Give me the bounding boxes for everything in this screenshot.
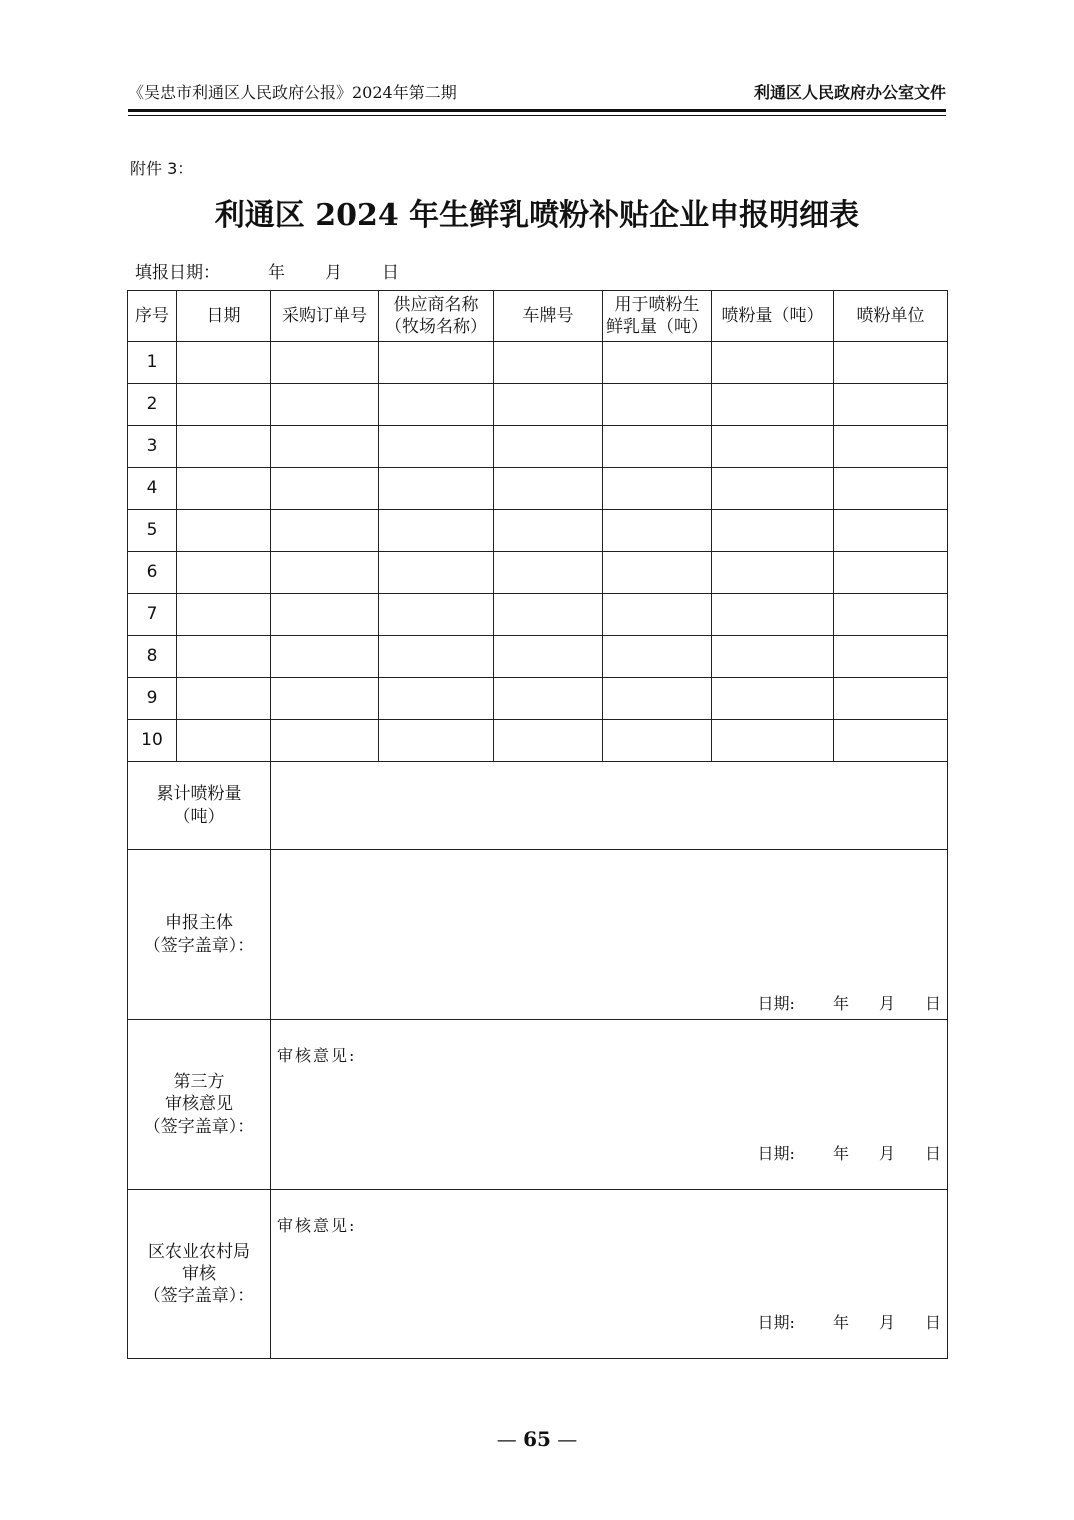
row-number: 7 [128, 594, 177, 636]
table-row [128, 384, 948, 426]
bureau-opinion-label: 审核意见: [277, 1216, 357, 1235]
table-cell[interactable] [177, 468, 271, 510]
table-cell[interactable] [379, 342, 494, 384]
total-label: 累计喷粉量 （吨） [128, 762, 271, 850]
bureau-label: 区农业农村局 审核 （签字盖章）： [128, 1190, 271, 1359]
table-cell[interactable] [177, 720, 271, 762]
column-header: 供应商名称 （牧场名称） [379, 291, 494, 342]
table-cell[interactable] [379, 636, 494, 678]
column-header: 序号 [128, 291, 177, 342]
bureau-row [128, 1190, 948, 1359]
column-header: 车牌号 [494, 291, 603, 342]
table-row [128, 510, 948, 552]
third-party-opinion-label: 审核意见: [277, 1046, 357, 1065]
column-header: 喷粉单位 [834, 291, 948, 342]
table-cell[interactable] [271, 720, 379, 762]
table-cell[interactable] [494, 678, 603, 720]
row-number: 6 [128, 552, 177, 594]
table-cell[interactable] [603, 384, 712, 426]
table-cell[interactable] [712, 426, 834, 468]
table-cell[interactable] [177, 552, 271, 594]
applicant-row [128, 850, 948, 1020]
table-cell[interactable] [177, 384, 271, 426]
bureau-date: 日期: 年 月 日 [757, 1313, 941, 1333]
bureau-opinion-cell[interactable] [271, 1190, 948, 1359]
table-row [128, 636, 948, 678]
header-rule-thick [128, 109, 946, 112]
row-number: 9 [128, 678, 177, 720]
table-cell[interactable] [271, 678, 379, 720]
table-cell[interactable] [379, 552, 494, 594]
table-cell[interactable] [712, 636, 834, 678]
row-number: 8 [128, 636, 177, 678]
table-cell[interactable] [379, 426, 494, 468]
table-cell[interactable] [712, 552, 834, 594]
publication-name: 《吴忠市利通区人民政府公报》2024年第二期 [128, 83, 457, 102]
table-cell[interactable] [834, 342, 948, 384]
table-cell[interactable] [494, 594, 603, 636]
table-cell[interactable] [603, 552, 712, 594]
row-number: 5 [128, 510, 177, 552]
table-cell[interactable] [271, 594, 379, 636]
table-cell[interactable] [712, 594, 834, 636]
table-cell[interactable] [177, 426, 271, 468]
fill-date-label: 填报日期： [135, 263, 220, 283]
table-cell[interactable] [271, 552, 379, 594]
table-cell[interactable] [271, 426, 379, 468]
table-cell[interactable] [379, 468, 494, 510]
table-cell[interactable] [834, 510, 948, 552]
applicant-label: 申报主体 （签字盖章）： [128, 850, 271, 1020]
table-cell[interactable] [177, 636, 271, 678]
table-row [128, 468, 948, 510]
third-party-opinion-cell[interactable] [271, 1020, 948, 1190]
table-cell[interactable] [494, 342, 603, 384]
table-cell[interactable] [834, 384, 948, 426]
third-party-row [128, 1020, 948, 1190]
table-row [128, 720, 948, 762]
page-number: — 65 — [496, 1427, 578, 1451]
table-cell[interactable] [834, 720, 948, 762]
applicant-date: 日期: 年 月 日 [757, 994, 941, 1014]
table-cell[interactable] [271, 636, 379, 678]
row-number: 3 [128, 426, 177, 468]
header-rule-thin [128, 115, 946, 116]
running-header [128, 80, 946, 106]
table-cell[interactable] [603, 426, 712, 468]
table-cell[interactable] [603, 594, 712, 636]
row-number: 10 [128, 720, 177, 762]
table-cell[interactable] [603, 636, 712, 678]
column-header: 喷粉量（吨） [712, 291, 834, 342]
table-row [128, 678, 948, 720]
table-cell[interactable] [834, 636, 948, 678]
table-cell[interactable] [603, 468, 712, 510]
table-cell[interactable] [379, 510, 494, 552]
table-cell[interactable] [494, 426, 603, 468]
fill-date-month: 月 [325, 263, 342, 283]
table-cell[interactable] [603, 342, 712, 384]
attachment-label: 附件 3： [130, 159, 194, 178]
table-cell[interactable] [834, 594, 948, 636]
third-party-date: 日期: 年 月 日 [757, 1144, 941, 1164]
table-cell[interactable] [834, 426, 948, 468]
table-cell[interactable] [712, 468, 834, 510]
total-value-cell[interactable] [271, 762, 948, 850]
table-row [128, 594, 948, 636]
fill-date-day: 日 [382, 263, 399, 283]
table-cell[interactable] [271, 468, 379, 510]
table-header-row [128, 291, 948, 342]
table-row [128, 342, 948, 384]
table-cell[interactable] [834, 552, 948, 594]
table-cell[interactable] [712, 678, 834, 720]
table-cell[interactable] [712, 342, 834, 384]
fill-date-line [135, 258, 399, 283]
applicant-sign-cell[interactable] [271, 850, 948, 1020]
table-cell[interactable] [603, 678, 712, 720]
table-cell[interactable] [271, 384, 379, 426]
table-cell[interactable] [712, 720, 834, 762]
table-cell[interactable] [379, 678, 494, 720]
row-number: 1 [128, 342, 177, 384]
issuing-office: 利通区人民政府办公室文件 [753, 83, 946, 102]
table-cell[interactable] [177, 510, 271, 552]
table-cell[interactable] [494, 636, 603, 678]
third-party-label: 第三方 审核意见 （签字盖章）： [128, 1020, 271, 1190]
table-cell[interactable] [494, 552, 603, 594]
table-cell[interactable] [834, 678, 948, 720]
table-cell[interactable] [494, 720, 603, 762]
table-cell[interactable] [177, 678, 271, 720]
table-cell[interactable] [712, 384, 834, 426]
table-row [128, 426, 948, 468]
table-cell[interactable] [379, 594, 494, 636]
column-header: 用于喷粉生 鲜乳量（吨） [603, 291, 712, 342]
table-cell[interactable] [177, 342, 271, 384]
table-cell[interactable] [271, 342, 379, 384]
fill-date-year: 年 [268, 263, 285, 283]
table-cell[interactable] [494, 510, 603, 552]
table-cell[interactable] [603, 510, 712, 552]
table-cell[interactable] [494, 384, 603, 426]
table-cell[interactable] [271, 510, 379, 552]
page-title: 利通区 2024 年生鲜乳喷粉补贴企业申报明细表 [214, 198, 860, 233]
table-cell[interactable] [494, 468, 603, 510]
total-row [128, 762, 948, 850]
table-cell[interactable] [834, 468, 948, 510]
table-row [128, 552, 948, 594]
report-table [127, 290, 948, 1359]
column-header: 日期 [177, 291, 271, 342]
row-number: 2 [128, 384, 177, 426]
column-header: 采购订单号 [271, 291, 379, 342]
table-cell[interactable] [177, 594, 271, 636]
table-cell[interactable] [379, 720, 494, 762]
table-cell[interactable] [712, 510, 834, 552]
table-cell[interactable] [379, 384, 494, 426]
row-number: 4 [128, 468, 177, 510]
table-cell[interactable] [603, 720, 712, 762]
